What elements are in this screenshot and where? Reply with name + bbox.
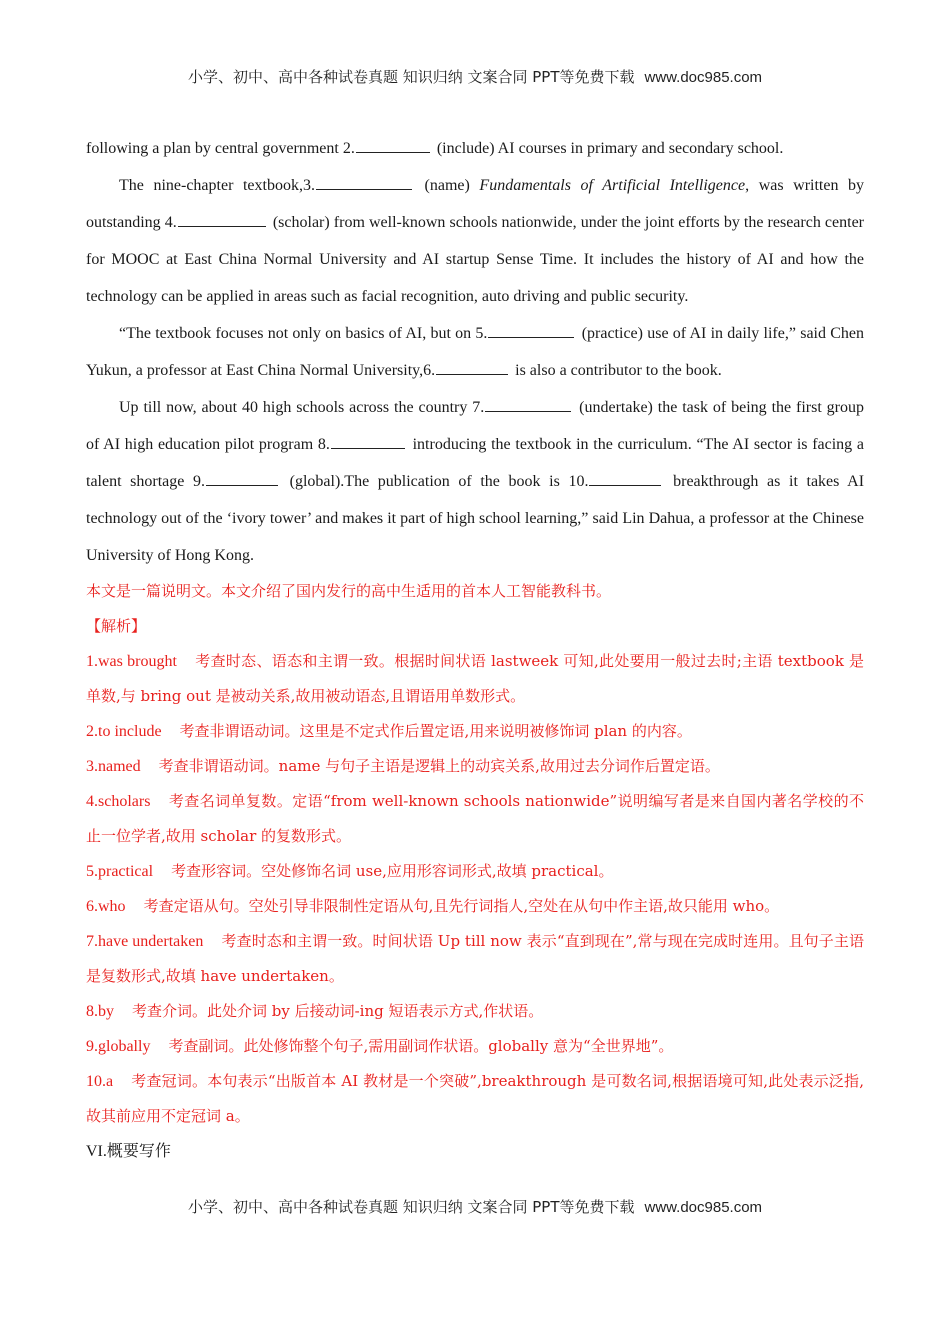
- answer-blank-9: [206, 469, 278, 486]
- banner-url[interactable]: www.doc985.com: [644, 1199, 763, 1216]
- answer-explanation: 考查形容词。空处修饰名词 use,应用形容词形式,故填 practical。: [171, 862, 614, 880]
- header-banner: [0, 66, 950, 87]
- answer-item: [86, 889, 864, 924]
- answer-explanation: 考查时态、语态和主谓一致。根据时间状语 lastweek 可知,此处要用一般过去时;主语 textbook 是单数,与 bring out 是被动关系,故用被动语态,且谓语用单数形式。: [86, 652, 864, 705]
- answer-list: [86, 644, 864, 1134]
- passage-paragraph-3: [86, 315, 864, 389]
- passage-paragraph-1: [86, 130, 864, 167]
- passage-text: introducing the textbook in the curriculum. “The AI sector is facing a talent shortage 9.: [86, 436, 865, 490]
- answer-explanation: 考查定语从句。空处引导非限制性定语从句,且先行词指人,空处在从句中作主语,故只能用 who。: [143, 897, 780, 915]
- answer-key: 10.a: [86, 1073, 114, 1090]
- passage-text: (undertake) the task of being the first group of AI high education pilot program 8.: [86, 399, 865, 453]
- answer-key: 4.scholars: [86, 793, 151, 810]
- banner-text: 小学、初中、高中各种试卷真题 知识归纳 文案合同 PPT等免费下载: [187, 68, 635, 86]
- answer-blank-2: [356, 136, 430, 153]
- answer-item: [86, 854, 864, 889]
- book-title: Fundamentals of Artificial Intelligence: [479, 177, 746, 194]
- answer-key: 6.who: [86, 898, 126, 915]
- answer-item: [86, 784, 864, 854]
- answer-item: [86, 714, 864, 749]
- passage-paragraph-4: [86, 389, 864, 574]
- answer-explanation: 考查冠词。本句表示“出版首本 AI 教材是一个突破”,breakthrough 是可数名词,根据语境可知,此处表示泛指,故其前应用不定冠词 a。: [86, 1072, 864, 1125]
- passage-text: (name): [424, 177, 470, 194]
- answer-key: 2.to include: [86, 723, 162, 740]
- answer-item: [86, 1029, 864, 1064]
- answer-explanation: 考查介词。此处介词 by 后接动词-ing 短语表示方式,作状语。: [132, 1002, 544, 1020]
- passage-text: (include) AI courses in primary and secondary school.: [436, 140, 784, 157]
- passage-text: (scholar) from well-known schools nationwide, under the joint efforts by the research center for MOOC at East China Normal University and AI startup Sense Time. It includes the history of AI and how the technology can be applied in areas such as facial recognition, auto driving and public security.: [86, 214, 865, 305]
- answer-key: 7.have undertaken: [86, 933, 204, 950]
- answer-item: [86, 644, 864, 714]
- answer-blank-4: [178, 210, 266, 227]
- answer-key: 3.named: [86, 758, 141, 775]
- passage-text: (global).The publication of the book is 10.: [289, 473, 589, 490]
- passage-text: Up till now, about 40 high schools across the country 7.: [119, 399, 485, 416]
- answer-blank-6: [436, 358, 508, 375]
- answer-blank-3: [316, 173, 412, 190]
- analysis-title: 【解析】: [86, 617, 147, 635]
- answer-item: [86, 749, 864, 784]
- answer-item: [86, 994, 864, 1029]
- footer-banner: [0, 1196, 950, 1217]
- answer-key: 8.by: [86, 1003, 114, 1020]
- answer-explanation: 考查副词。此处修饰整个句子,需用副词作状语。globally 意为“全世界地”。: [168, 1037, 674, 1055]
- passage-text: “The textbook focuses not only on basics of AI, but on 5.: [119, 325, 488, 342]
- answer-key: 1.was brought: [86, 653, 177, 670]
- banner-url[interactable]: www.doc985.com: [644, 69, 763, 86]
- answer-explanation: 考查名词单复数。定语“from well-known schools nationwide”说明编写者是来自国内著名学校的不止一位学者,故用 scholar 的复数形式。: [86, 792, 864, 845]
- answer-blank-7: [485, 395, 571, 412]
- answer-key: 5.practical: [86, 863, 154, 880]
- banner-text: 小学、初中、高中各种试卷真题 知识归纳 文案合同 PPT等免费下载: [187, 1198, 635, 1216]
- passage-text: The nine-chapter textbook,3.: [119, 177, 315, 194]
- answer-blank-8: [331, 432, 405, 449]
- passage-text: (practice) use of AI in daily life,” said Chen Yukun, a professor at East China Normal University,6.: [86, 325, 865, 379]
- answer-explanation: 考查时态和主谓一致。时间状语 Up till now 表示“直到现在”,常与现在完成时连用。且句子主语是复数形式,故填 have undertaken。: [86, 932, 864, 985]
- passage-text: is also a contributor to the book.: [515, 362, 722, 379]
- answer-item: [86, 924, 864, 994]
- passage-text: breakthrough as it takes AI technology out of the ‘ivory tower’ and makes it part of high school learning,” said Lin Dahua, a professor at the Chinese University of Hong Kong.: [86, 473, 865, 564]
- passage-text: following a plan by central government 2.: [86, 140, 355, 157]
- answer-key: 9.globally: [86, 1038, 151, 1055]
- section-heading: VI.概要写作: [86, 1143, 171, 1160]
- document-body: [86, 130, 864, 1169]
- answer-item: [86, 1064, 864, 1134]
- answer-explanation: 考查非谓语动词。这里是不定式作后置定语,用来说明被修饰词 plan 的内容。: [179, 722, 692, 740]
- answer-blank-5: [488, 321, 574, 338]
- passage-text: , was written by outstanding 4.: [86, 177, 865, 231]
- answer-explanation: 考查非谓语动词。name 与句子主语是逻辑上的动宾关系,故用过去分词作后置定语。: [158, 757, 720, 775]
- passage-paragraph-2: [86, 167, 864, 315]
- summary-text: 本文是一篇说明文。本文介绍了国内发行的高中生适用的首本人工智能教科书。: [86, 582, 612, 600]
- answer-blank-10: [589, 469, 661, 486]
